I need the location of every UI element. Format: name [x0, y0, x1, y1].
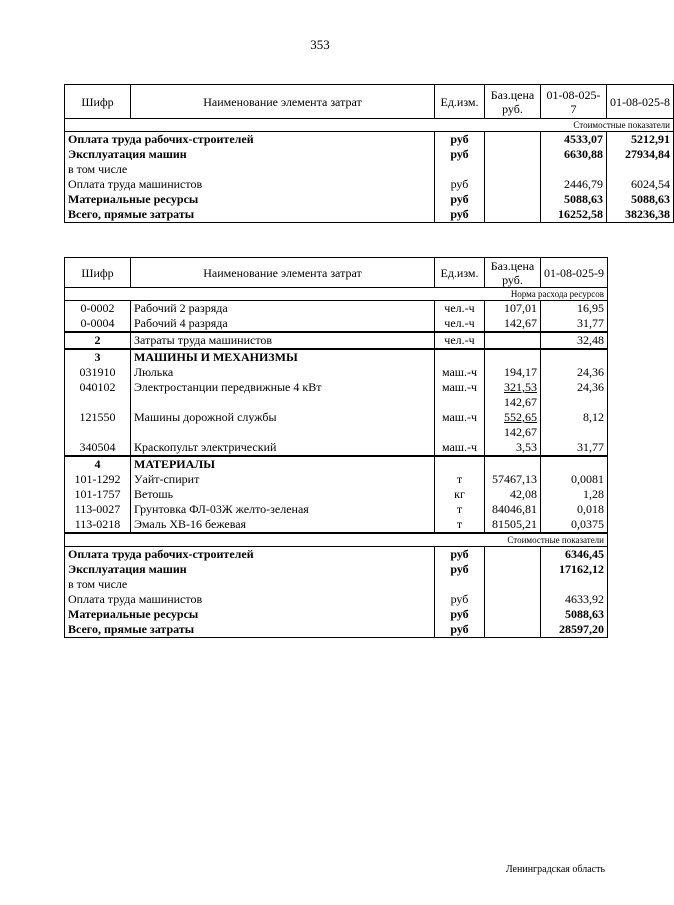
- total-value: 28597,20: [541, 622, 608, 638]
- total-unit: руб: [435, 592, 485, 607]
- row-value-1: 6630,88: [541, 147, 607, 162]
- row-value-2: 27934,84: [607, 147, 674, 162]
- row-name: Грунтовка ФЛ-03Ж желто-зеленая: [131, 502, 435, 517]
- row-name: Рабочий 2 разряда: [131, 301, 435, 317]
- row-unit: руб: [435, 207, 485, 223]
- row-base-secondary: 142,67: [504, 425, 537, 439]
- row-value-1: 16252,58: [541, 207, 607, 223]
- header-code: Шифр: [65, 85, 131, 119]
- header-name: Наименование элемента затрат: [131, 258, 435, 288]
- row-base: 42,08: [485, 487, 541, 502]
- row-base: 194,17: [485, 365, 541, 380]
- total-unit: руб: [435, 622, 485, 638]
- row-code: 3: [65, 349, 131, 365]
- row-name: Уайт-спирит: [131, 472, 435, 487]
- row-value-1: [541, 162, 607, 177]
- row-value-1: 24,36: [541, 365, 608, 380]
- total-base: [485, 592, 541, 607]
- row-base: [485, 147, 541, 162]
- row-value-1: 24,36: [541, 380, 608, 410]
- row-value-1: [541, 456, 608, 472]
- row-code: 4: [65, 456, 131, 472]
- row-base: [485, 332, 541, 349]
- table-row: [65, 592, 608, 607]
- row-name: Люлька: [131, 365, 435, 380]
- total-unit: руб: [435, 562, 485, 577]
- header-unit: Ед.изм.: [435, 258, 485, 288]
- table2-header-row: [65, 258, 608, 288]
- row-value-1: [541, 349, 608, 365]
- row-base: [485, 456, 541, 472]
- row-unit: [435, 162, 485, 177]
- total-name: Эксплуатация машин: [65, 562, 435, 577]
- table-row: [65, 562, 608, 577]
- row-value-1: 0,018: [541, 502, 608, 517]
- total-name: Всего, прямые затраты: [65, 622, 435, 638]
- total-base: [485, 577, 541, 592]
- table-row: [65, 380, 608, 410]
- row-base: 57467,13: [485, 472, 541, 487]
- row-value-1: 5088,63: [541, 192, 607, 207]
- header-base-price: Баз.цена руб.: [485, 85, 541, 119]
- row-base: [485, 177, 541, 192]
- header-base-price: Баз.цена руб.: [485, 258, 541, 288]
- row-unit: чел.-ч: [435, 301, 485, 317]
- table-row: [65, 332, 608, 349]
- row-code: 121550: [65, 410, 131, 440]
- row-value-1: 0,0375: [541, 517, 608, 533]
- cost-table-1: [64, 84, 674, 223]
- header-col1: 01-08-025-9: [541, 258, 608, 288]
- row-unit: чел.-ч: [435, 316, 485, 332]
- row-base: 142,67: [485, 316, 541, 332]
- page-number: 353: [310, 37, 330, 52]
- row-base: 81505,21: [485, 517, 541, 533]
- row-code: 0-0004: [65, 316, 131, 332]
- row-name: Оплата труда машинистов: [65, 177, 435, 192]
- row-base: 107,01: [485, 301, 541, 317]
- total-base: [485, 562, 541, 577]
- row-code: 0-0002: [65, 301, 131, 317]
- row-base: 3,53: [485, 440, 541, 456]
- row-value-2: 38236,38: [607, 207, 674, 223]
- row-base: [485, 207, 541, 223]
- total-name: Оплата труда машинистов: [65, 592, 435, 607]
- subheader-cost: Стоимостные показатели: [65, 119, 674, 132]
- table-row: [65, 162, 674, 177]
- table-row: [65, 349, 608, 365]
- row-code: 113-0218: [65, 517, 131, 533]
- table-row: [65, 316, 608, 332]
- header-col1: 01-08-025-7: [541, 85, 607, 119]
- table-row: [65, 622, 608, 638]
- table-row: [65, 547, 608, 563]
- row-unit: [435, 456, 485, 472]
- total-base: [485, 607, 541, 622]
- row-unit: т: [435, 502, 485, 517]
- row-base: [485, 162, 541, 177]
- row-unit: [435, 349, 485, 365]
- row-value-1: 0,0081: [541, 472, 608, 487]
- row-code: 040102: [65, 380, 131, 410]
- table-row: [65, 177, 674, 192]
- subheader-norm: Норма расхода ресурсов: [65, 288, 608, 301]
- table-row: [65, 607, 608, 622]
- row-value-2: 5088,63: [607, 192, 674, 207]
- total-value: 5088,63: [541, 607, 608, 622]
- table-row: [65, 132, 674, 148]
- row-unit: руб: [435, 192, 485, 207]
- subheader-cost: Стоимостные показатели: [65, 533, 608, 547]
- row-unit: т: [435, 472, 485, 487]
- row-name: Материальные ресурсы: [65, 192, 435, 207]
- header-col2: 01-08-025-8: [607, 85, 674, 119]
- row-value-1: 31,77: [541, 440, 608, 456]
- row-unit: руб: [435, 147, 485, 162]
- row-base: [485, 132, 541, 148]
- row-value-2: [607, 162, 674, 177]
- table-row: [65, 487, 608, 502]
- row-unit: руб: [435, 132, 485, 148]
- row-name: в том числе: [65, 162, 435, 177]
- table-row: [65, 517, 608, 533]
- row-base-primary: 552,65: [504, 410, 537, 424]
- row-code: 2: [65, 332, 131, 349]
- row-name: Затраты труда машинистов: [131, 332, 435, 349]
- row-value-1: 2446,79: [541, 177, 607, 192]
- row-value-1: 31,77: [541, 316, 608, 332]
- row-unit: т: [435, 517, 485, 533]
- table-row: [65, 440, 608, 456]
- table-row: [65, 192, 674, 207]
- table-row: [65, 410, 608, 440]
- table-row: [65, 207, 674, 223]
- row-base: [485, 349, 541, 365]
- row-base-primary: 321,53: [504, 380, 537, 394]
- row-value-1: 8,12: [541, 410, 608, 440]
- row-name: Ветошь: [131, 487, 435, 502]
- table-row: [65, 147, 674, 162]
- table2-subheader-cost: [65, 533, 608, 547]
- row-value-2: 5212,91: [607, 132, 674, 148]
- table-row: [65, 472, 608, 487]
- row-code: 101-1757: [65, 487, 131, 502]
- total-unit: [435, 577, 485, 592]
- footer-region: Ленинградская область: [505, 864, 605, 875]
- row-base: [485, 192, 541, 207]
- row-section-title: МАШИНЫ И МЕХАНИЗМЫ: [131, 349, 435, 365]
- table-row: [65, 456, 608, 472]
- header-name: Наименование элемента затрат: [131, 85, 435, 119]
- table2-subheader-norm: [65, 288, 608, 301]
- table-row: [65, 365, 608, 380]
- total-base: [485, 547, 541, 563]
- row-code: 113-0027: [65, 502, 131, 517]
- row-code: 031910: [65, 365, 131, 380]
- row-base: [485, 410, 541, 440]
- row-name: Эксплуатация машин: [65, 147, 435, 162]
- table1-subheader-row: [65, 119, 674, 132]
- table-row: [65, 577, 608, 592]
- row-unit: чел.-ч: [435, 332, 485, 349]
- total-base: [485, 622, 541, 638]
- total-value: 6346,45: [541, 547, 608, 563]
- row-name: Всего, прямые затраты: [65, 207, 435, 223]
- total-unit: руб: [435, 607, 485, 622]
- total-value: 17162,12: [541, 562, 608, 577]
- total-name: Оплата труда рабочих-строителей: [65, 547, 435, 563]
- total-name: в том числе: [65, 577, 435, 592]
- row-value-1: 16,95: [541, 301, 608, 317]
- row-unit: маш.-ч: [435, 440, 485, 456]
- row-name: Краскопульт электрический: [131, 440, 435, 456]
- row-name: Машины дорожной службы: [131, 410, 435, 440]
- row-section-title: МАТЕРИАЛЫ: [131, 456, 435, 472]
- row-base: 84046,81: [485, 502, 541, 517]
- row-unit: кг: [435, 487, 485, 502]
- row-value-1: 1,28: [541, 487, 608, 502]
- cost-table-2: [64, 257, 608, 638]
- total-value: 4633,92: [541, 592, 608, 607]
- total-unit: руб: [435, 547, 485, 563]
- row-code: 101-1292: [65, 472, 131, 487]
- header-unit: Ед.изм.: [435, 85, 485, 119]
- row-name: Электростанции передвижные 4 кВт: [131, 380, 435, 410]
- row-value-1: 32,48: [541, 332, 608, 349]
- row-base-secondary: 142,67: [504, 395, 537, 409]
- table-row: [65, 502, 608, 517]
- row-value-1: 4533,07: [541, 132, 607, 148]
- row-name: Эмаль ХВ-16 бежевая: [131, 517, 435, 533]
- row-value-2: 6024,54: [607, 177, 674, 192]
- row-unit: маш.-ч: [435, 365, 485, 380]
- total-value: [541, 577, 608, 592]
- row-code: 340504: [65, 440, 131, 456]
- row-name: Рабочий 4 разряда: [131, 316, 435, 332]
- row-unit: маш.-ч: [435, 410, 485, 440]
- table1-header-row: [65, 85, 674, 119]
- total-name: Материальные ресурсы: [65, 607, 435, 622]
- row-name: Оплата труда рабочих-строителей: [65, 132, 435, 148]
- row-base: [485, 380, 541, 410]
- row-unit: маш.-ч: [435, 380, 485, 410]
- header-code: Шифр: [65, 258, 131, 288]
- row-unit: руб: [435, 177, 485, 192]
- table-row: [65, 301, 608, 317]
